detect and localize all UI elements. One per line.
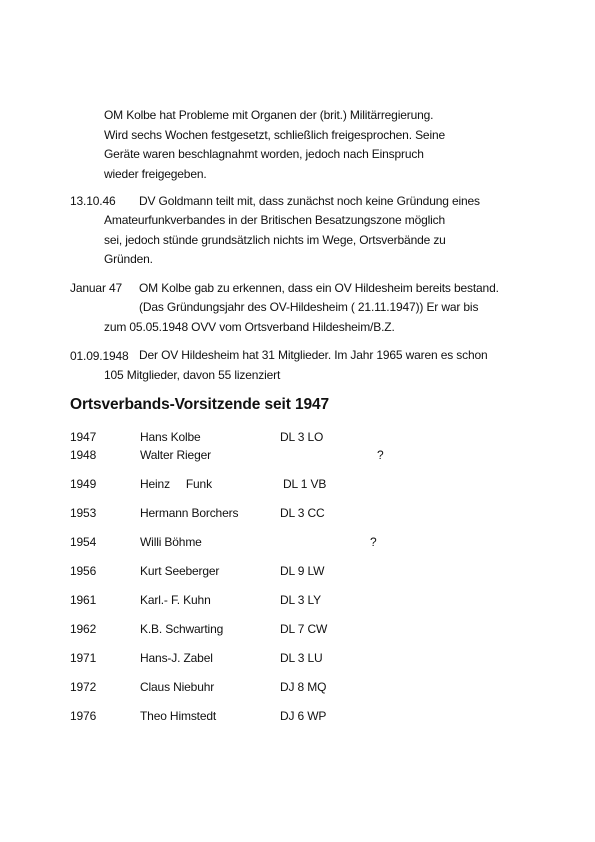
entry-date: Januar 47 <box>70 281 123 295</box>
chair-callsign: ? <box>370 535 377 549</box>
chair-row <box>0 535 595 551</box>
chair-year: 1949 <box>70 477 97 491</box>
chair-year: 1976 <box>70 709 97 723</box>
chair-name: Walter Rieger <box>140 448 211 462</box>
chair-row <box>0 709 595 725</box>
entry-line: Wird sechs Wochen festgesetzt, schließlich freigesprochen. Seine <box>104 127 446 142</box>
chair-callsign: DL 9 LW <box>280 564 325 578</box>
chair-row <box>0 622 595 638</box>
entry-line: zum 05.05.1948 OVV vom Ortsverband Hildesheim/B.Z. <box>104 319 395 334</box>
entry-line: OM Kolbe hat Probleme mit Organen der (brit.) Militärregierung. <box>104 108 434 122</box>
chair-name: Karl.- F. Kuhn <box>140 593 211 607</box>
chair-name: K.B. Schwarting <box>140 622 224 636</box>
chair-row <box>0 651 595 667</box>
entry-line: DV Goldmann teilt mit, dass zunächst noch keine Gründung eines <box>139 194 480 208</box>
chair-row <box>0 448 595 464</box>
chair-row <box>0 506 595 522</box>
section-heading: Ortsverbands-Vorsitzende seit 1947 <box>70 396 330 413</box>
chair-year: 1961 <box>70 593 97 607</box>
chair-year: 1953 <box>70 506 97 520</box>
chair-callsign: DL 3 CC <box>280 506 325 520</box>
chair-name: Hermann Borchers <box>140 506 239 520</box>
entry-date: 13.10.46 <box>70 194 116 208</box>
chair-row <box>0 430 595 446</box>
entry-line: Amateurfunkverbandes in der Britischen Besatzungszone möglich <box>104 213 446 227</box>
entry-line: sei, jedoch stünde grundsätzlich nichts im Wege, Ortsverbände zu <box>104 232 446 247</box>
entry-date: 01.09.1948 <box>70 349 129 363</box>
chair-callsign: DJ 6 WP <box>280 709 327 723</box>
chair-year: 1948 <box>70 448 97 462</box>
entry-line: Geräte waren beschlagnahmt worden, jedoch nach Einspruch <box>104 147 424 161</box>
chair-year: 1947 <box>70 430 97 444</box>
chair-callsign: ? <box>377 448 384 462</box>
chair-callsign: DL 3 LY <box>280 593 321 607</box>
entry-line: Gründen. <box>104 252 153 266</box>
chair-year: 1954 <box>70 535 97 549</box>
chair-name: Kurt Seeberger <box>140 564 220 578</box>
chair-name: Claus Niebuhr <box>140 680 215 694</box>
chair-row <box>0 593 595 609</box>
chair-name: Willi Böhme <box>140 535 202 549</box>
chair-callsign: DL 1 VB <box>283 477 327 491</box>
chair-callsign: DL 3 LO <box>280 430 324 444</box>
entry-line: OM Kolbe gab zu erkennen, dass ein OV Hildesheim bereits bestand. <box>139 281 499 295</box>
chair-year: 1972 <box>70 680 97 694</box>
entry-line: 105 Mitglieder, davon 55 lizenziert <box>104 367 281 382</box>
chair-callsign: DJ 8 MQ <box>280 680 327 694</box>
entry-line: Der OV Hildesheim hat 31 Mitglieder. Im Jahr 1965 waren es schon <box>139 348 488 362</box>
chair-name: Hans-J. Zabel <box>140 651 213 665</box>
chair-row <box>0 680 595 696</box>
chair-year: 1962 <box>70 622 97 636</box>
chair-callsign: DL 7 CW <box>280 622 328 636</box>
chair-year: 1971 <box>70 651 97 665</box>
chair-name: Hans Kolbe <box>140 430 201 444</box>
chair-name: Theo Himstedt <box>140 709 217 723</box>
entry-line: (Das Gründungsjahr des OV-Hildesheim ( 21.11.1947)) Er war bis <box>139 300 479 314</box>
chair-year: 1956 <box>70 564 97 578</box>
chair-callsign: DL 3 LU <box>280 651 323 665</box>
chair-row <box>0 564 595 580</box>
chair-name: Heinz Funk <box>140 477 212 491</box>
chair-row <box>0 477 595 493</box>
entry-line: wieder freigegeben. <box>104 166 207 181</box>
